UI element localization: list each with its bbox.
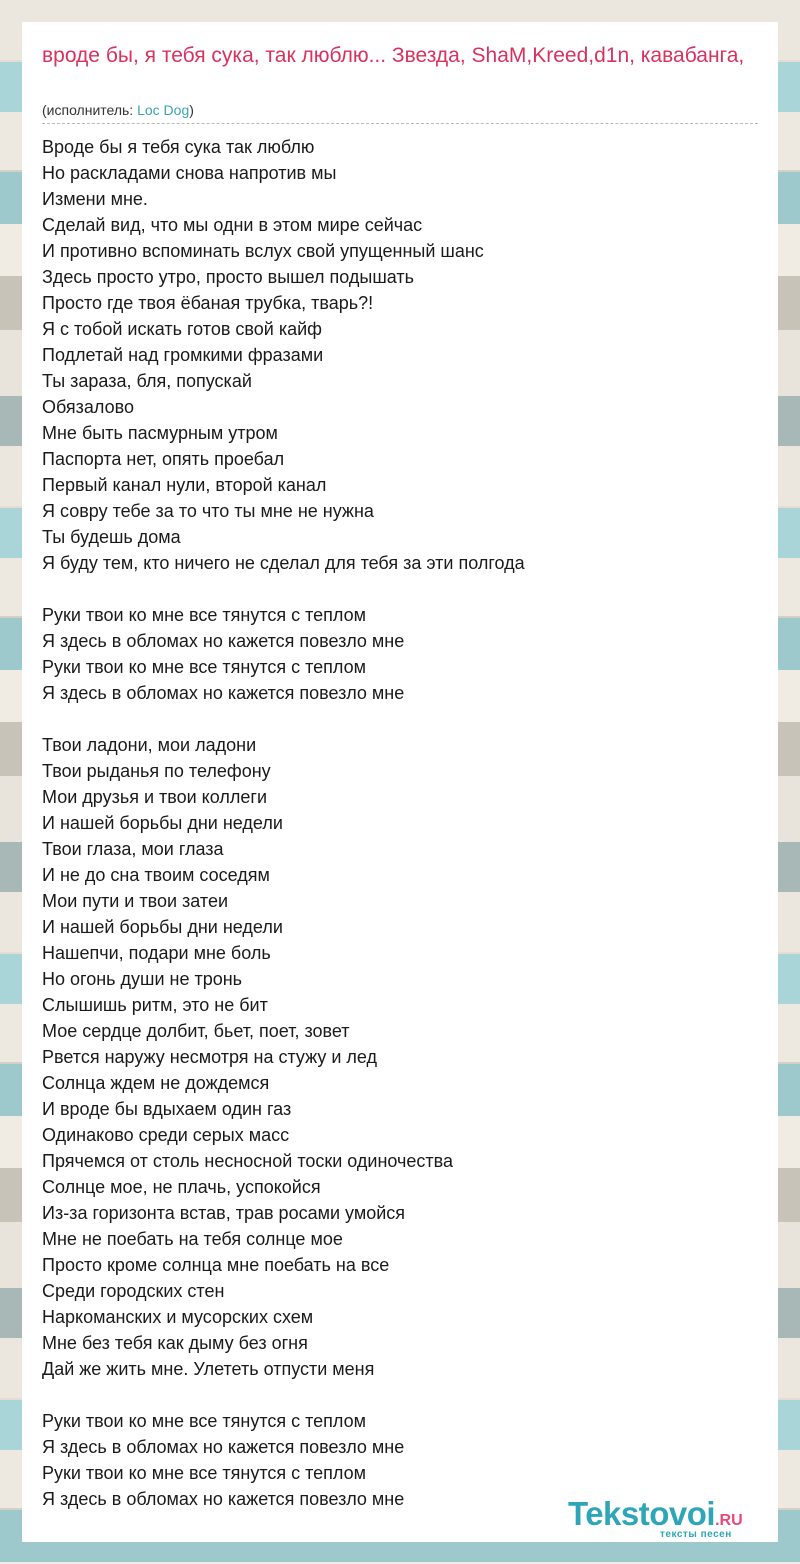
lyric-line: Прячемся от столь несносной тоски одиночества xyxy=(42,1151,454,1171)
lyric-line: Здесь просто утро, просто вышел подышать xyxy=(42,267,415,287)
logo-main-text: Tekstovoi xyxy=(568,1495,716,1532)
lyric-line: Сделай вид, что мы одни в этом мире сейчас xyxy=(42,215,423,235)
lyric-line: Руки твои ко мне все тянутся с теплом xyxy=(42,605,367,625)
lyric-line: Просто где твоя ёбаная трубка, тварь?! xyxy=(42,293,374,313)
lyric-line: Руки твои ко мне все тянутся с теплом xyxy=(42,1411,367,1431)
lyric-line: Ты зараза, бля, попускай xyxy=(42,371,252,391)
lyric-line: Дай же жить мне. Улететь отпусти меня xyxy=(42,1359,375,1379)
lyric-line: И нашей борьбы дни недели xyxy=(42,917,283,937)
lyrics-body xyxy=(42,134,758,1538)
lyric-line: Слышишь ритм, это не бит xyxy=(42,995,268,1015)
lyric-line: Я буду тем, кто ничего не сделал для тебя за эти полгода xyxy=(42,553,525,573)
lyric-line: Но раскладами снова напротив мы xyxy=(42,163,337,183)
performer-line xyxy=(42,102,194,118)
lyrics-stanza xyxy=(42,134,758,576)
lyric-line: Я здесь в обломах но кажется повезло мне xyxy=(42,1437,405,1457)
lyric-line: Среди городских стен xyxy=(42,1281,225,1301)
lyric-line: Просто кроме солнца мне поебать на все xyxy=(42,1255,390,1275)
lyric-line: Подлетай над громкими фразами xyxy=(42,345,324,365)
performer-suffix: ) xyxy=(189,102,194,118)
lyrics-stanza xyxy=(42,602,758,706)
lyric-line: Наркоманских и мусорских схем xyxy=(42,1307,314,1327)
lyric-line: Обязалово xyxy=(42,397,135,417)
lyric-line: Я совру тебе за то что ты мне не нужна xyxy=(42,501,374,521)
dashed-divider xyxy=(42,123,758,124)
lyric-line: Мои друзья и твои коллеги xyxy=(42,787,268,807)
lyric-line: Я здесь в обломах но кажется повезло мне xyxy=(42,1489,405,1509)
lyrics-card xyxy=(22,22,778,1542)
lyric-line: Рвется наружу несмотря на стужу и лед xyxy=(42,1047,378,1067)
lyric-line: Но огонь души не тронь xyxy=(42,969,243,989)
lyric-line: Твои ладони, мои ладони xyxy=(42,735,257,755)
lyric-line: И нашей борьбы дни недели xyxy=(42,813,283,833)
performer-prefix: (исполнитель: xyxy=(42,102,138,118)
performer-link[interactable]: Loc Dog xyxy=(137,102,190,118)
lyric-line: И не до сна твоим соседям xyxy=(42,865,270,885)
site-logo[interactable] xyxy=(568,1496,773,1542)
lyric-line: Ты будешь дома xyxy=(42,527,181,547)
lyric-line: Я здесь в обломах но кажется повезло мне xyxy=(42,631,405,651)
lyric-line: Солнца ждем не дождемся xyxy=(42,1073,270,1093)
lyric-line: Вроде бы я тебя сука так люблю xyxy=(42,137,315,157)
lyric-line: Паспорта нет, опять проебал xyxy=(42,449,285,469)
lyric-line: Мое сердце долбит, бьет, поет, зовет xyxy=(42,1021,350,1041)
lyric-line: Я с тобой искать готов свой кайф xyxy=(42,319,322,339)
lyric-line: Твои глаза, мои глаза xyxy=(42,839,224,859)
lyric-line: И противно вспоминать вслух свой упущенный шанс xyxy=(42,241,484,261)
song-title: вроде бы, я тебя сука, так люблю... Звезда, ShaM,Kreed,d1n, кавабанга, xyxy=(42,44,745,67)
logo-tagline: тексты песен xyxy=(660,1529,732,1540)
lyric-line: Из-за горизонта встав, трав росами умойся xyxy=(42,1203,406,1223)
lyric-line: Одинаково среди серых масс xyxy=(42,1125,290,1145)
lyric-line: Нашепчи, подари мне боль xyxy=(42,943,271,963)
lyric-line: Мне не поебать на тебя солнце мое xyxy=(42,1229,343,1249)
lyric-line: Мне без тебя как дыму без огня xyxy=(42,1333,308,1353)
lyric-line: Первый канал нули, второй канал xyxy=(42,475,327,495)
lyric-line: И вроде бы вдыхаем один газ xyxy=(42,1099,292,1119)
lyric-line: Измени мне. xyxy=(42,189,148,209)
lyric-line: Я здесь в обломах но кажется повезло мне xyxy=(42,683,405,703)
logo-tld-text: .RU xyxy=(715,1512,743,1529)
lyric-line: Твои рыданья по телефону xyxy=(42,761,271,781)
lyrics-stanza xyxy=(42,732,758,1382)
lyric-line: Солнце мое, не плачь, успокойся xyxy=(42,1177,321,1197)
lyric-line: Мои пути и твои затеи xyxy=(42,891,229,911)
lyric-line: Руки твои ко мне все тянутся с теплом xyxy=(42,657,367,677)
lyric-line: Руки твои ко мне все тянутся с теплом xyxy=(42,1463,367,1483)
lyric-line: Мне быть пасмурным утром xyxy=(42,423,278,443)
